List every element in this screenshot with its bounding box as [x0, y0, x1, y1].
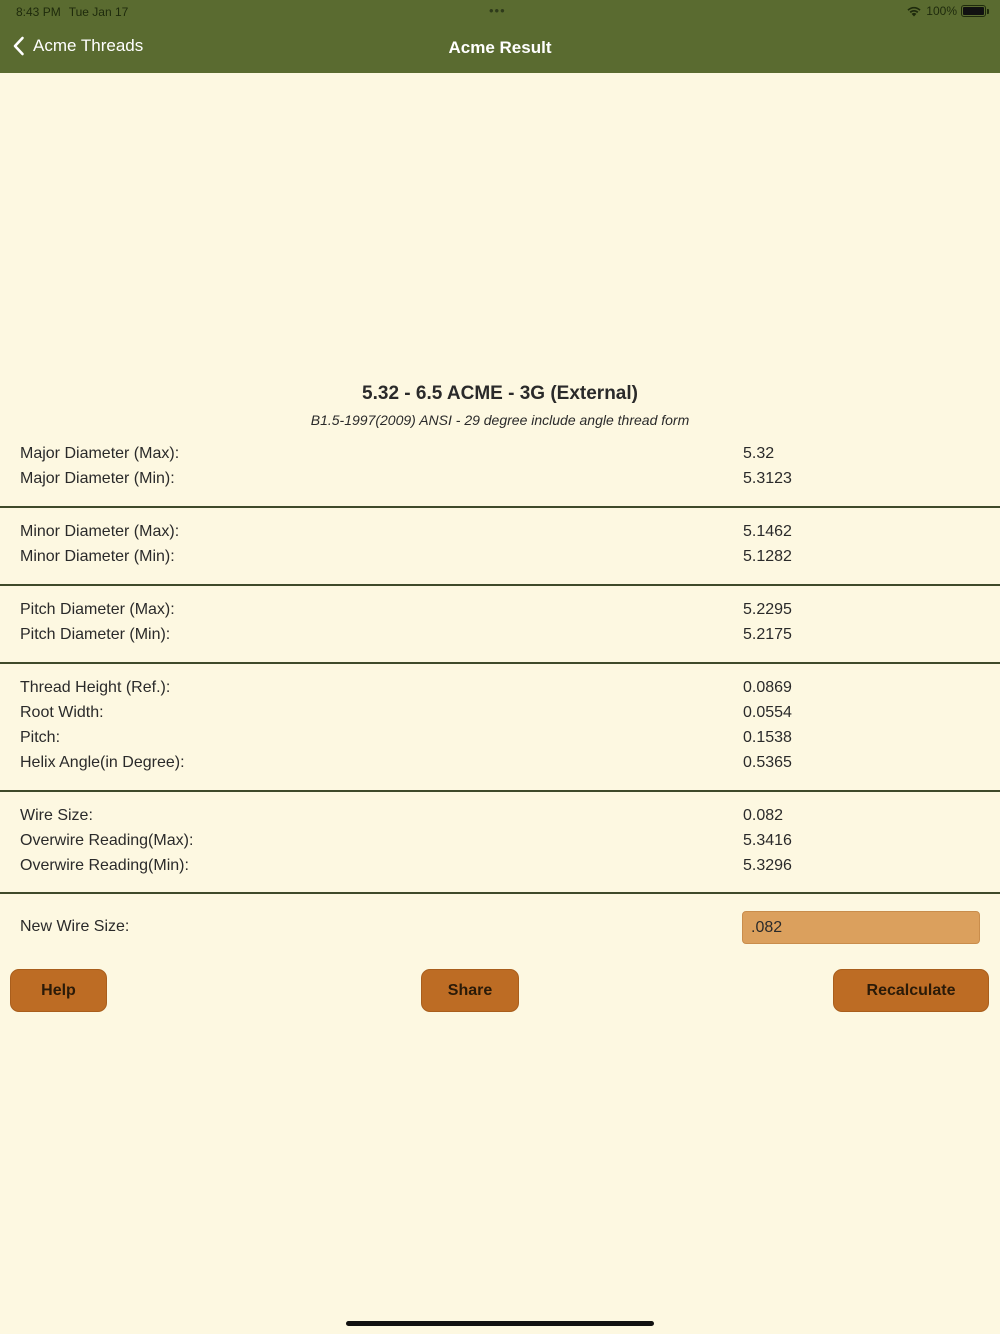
row-value: 5.2175 [743, 626, 792, 643]
result-row [0, 601, 1000, 626]
nav-title: Acme Result [448, 38, 552, 57]
status-right [906, 4, 986, 18]
result-row [0, 679, 1000, 704]
new-wire-size-input[interactable] [742, 911, 980, 944]
row-value: 0.5365 [743, 754, 792, 771]
result-row [0, 754, 1000, 779]
row-label: Pitch Diameter (Max): [20, 601, 175, 618]
row-label: Wire Size: [20, 807, 93, 824]
row-value: 0.0554 [743, 704, 792, 721]
row-value: 5.3416 [743, 832, 792, 849]
row-label: Overwire Reading(Min): [20, 857, 189, 874]
result-row [0, 704, 1000, 729]
divider [0, 790, 1000, 792]
result-subtitle: B1.5-1997(2009) ANSI - 29 degree include angle thread form [310, 412, 690, 428]
row-value: 5.2295 [743, 601, 792, 618]
result-row [0, 729, 1000, 754]
new-wire-size-label: New Wire Size: [20, 918, 130, 935]
row-label: Pitch Diameter (Min): [20, 626, 171, 643]
row-value: 5.3123 [743, 470, 792, 487]
row-value: 5.3296 [743, 857, 792, 874]
row-label: Pitch: [20, 729, 61, 746]
divider [0, 662, 1000, 664]
result-row [0, 470, 1000, 495]
battery-percent: 100% [926, 4, 957, 18]
row-value: 0.0869 [743, 679, 792, 696]
row-value: 0.082 [743, 807, 784, 824]
row-label: Major Diameter (Min): [20, 470, 175, 487]
group-pitch-diameter [0, 601, 1000, 651]
result-row [0, 523, 1000, 548]
row-value: 5.1282 [743, 548, 792, 565]
multitasking-dots[interactable]: ••• [489, 3, 506, 18]
result-row [0, 548, 1000, 573]
status-time [16, 5, 128, 19]
navigation-bar [0, 0, 1000, 73]
group-major-diameter [0, 445, 1000, 495]
group-minor-diameter [0, 523, 1000, 573]
result-title: 5.32 - 6.5 ACME - 3G (External) [362, 383, 638, 404]
group-wire [0, 807, 1000, 882]
divider [0, 506, 1000, 508]
battery-icon [961, 5, 986, 17]
result-row [0, 626, 1000, 651]
recalculate-button[interactable]: Recalculate [833, 969, 989, 1012]
row-label: Minor Diameter (Max): [20, 523, 180, 540]
home-indicator[interactable] [346, 1321, 654, 1326]
status-clock: 8:43 PM [16, 5, 61, 19]
help-button[interactable]: Help [10, 969, 107, 1012]
result-row [0, 832, 1000, 857]
result-row [0, 445, 1000, 470]
status-date: Tue Jan 17 [68, 5, 129, 19]
row-value: 5.32 [743, 445, 775, 462]
row-label: Major Diameter (Max): [20, 445, 180, 462]
group-thread-geometry [0, 679, 1000, 779]
row-label: Helix Angle(in Degree): [20, 754, 185, 771]
row-label: Root Width: [20, 704, 104, 721]
share-button[interactable]: Share [421, 969, 519, 1012]
divider [0, 584, 1000, 586]
result-row [0, 857, 1000, 882]
wifi-icon [906, 5, 922, 17]
row-value: 5.1462 [743, 523, 792, 540]
row-label: Minor Diameter (Min): [20, 548, 175, 565]
back-button-label: Acme Threads [33, 36, 144, 55]
row-label: Thread Height (Ref.): [20, 679, 171, 696]
row-value: 0.1538 [743, 729, 792, 746]
divider [0, 892, 1000, 894]
row-label: Overwire Reading(Max): [20, 832, 194, 849]
result-row [0, 807, 1000, 832]
